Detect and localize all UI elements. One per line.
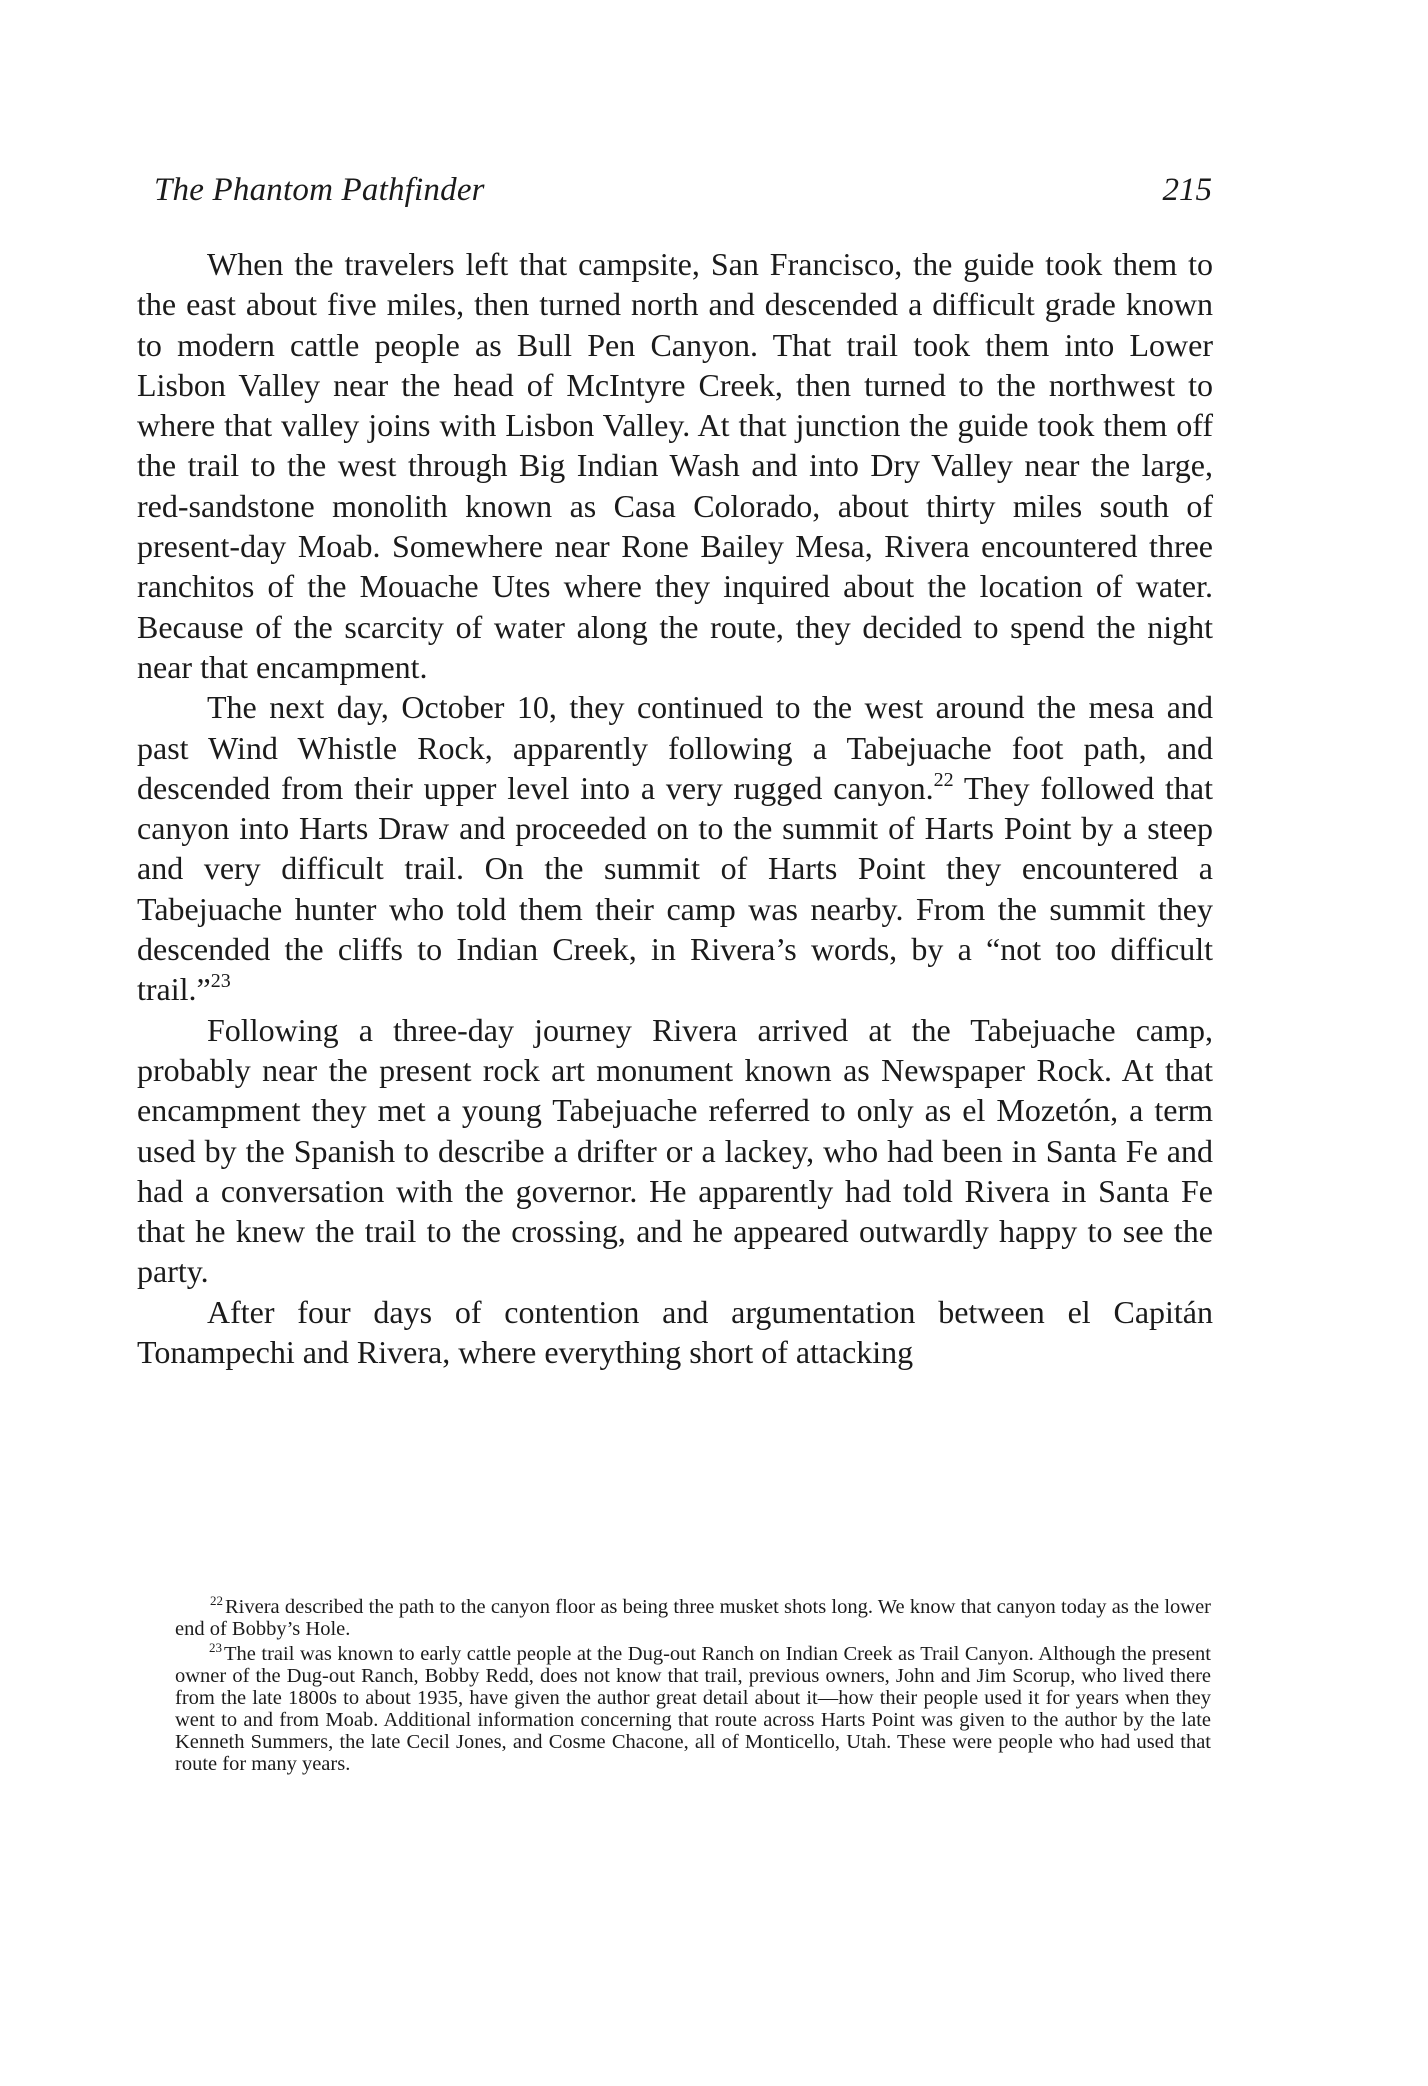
footnote-text: The trail was known to early cattle people at the Dug-out Ranch on Indian Creek as Trail Canyon. Although the present owner of the Dug-out Ranch, Bobby Redd, does not know that trail, previous owners, John and Jim Scorup, who lived there from the late 1800s to about 1935, have given the author great detail about it—how their people used it for years when they went to and from Moab. Additional information concerning that route across Harts Point was given to the author by the late Kenneth Summers, the late Cecil Jones, and Cosme Chacone, all of Monticello, Utah. These were people who had used that route for many years. bbox=[175, 1643, 1211, 1775]
footnote-ref-23: 23 bbox=[210, 970, 231, 993]
footnote-text: Rivera described the path to the canyon floor as being three musket shots long. We know that canyon today as the lower end of Bobby’s Hole. bbox=[175, 1596, 1211, 1640]
paragraph-3: Following a three-day journey Rivera arrived at the Tabejuache camp, probably near the present rock art monument known as Newspaper Rock. At that encampment they met a young Tabejuache referred to only as el Mozetón, a term used by the Spanish to describe a drifter or a lackey, who had been in Santa Fe and had a conversation with the governor. He apparently had told Rivera in Santa Fe that he knew the trail to the crossing, and he appeared outwardly happy to see the party. bbox=[137, 1011, 1213, 1290]
running-head bbox=[154, 170, 1212, 214]
footnote-23 bbox=[175, 1640, 1211, 1775]
paragraph-2-part-a: The next day, October 10, they continued to the west around the mesa and past Wind Whistle Rock, apparently following a Tabejuache foot path, and descended from their upper level into a very rugged canyon. bbox=[137, 689, 1213, 806]
footnotes bbox=[175, 1593, 1211, 1778]
footnote-number: 22 bbox=[210, 1593, 223, 1608]
body-text bbox=[137, 244, 1213, 1372]
footnote-number: 23 bbox=[209, 1640, 222, 1655]
footnote-ref-22: 22 bbox=[933, 768, 954, 791]
footnote-22 bbox=[175, 1593, 1211, 1640]
paragraph-4: After four days of contention and argumentation between el Capitán Tonampechi and Rivera, where everything short of attacking bbox=[137, 1293, 1213, 1371]
running-title: The Phantom Pathfinder bbox=[154, 172, 485, 208]
paragraph-1: When the travelers left that campsite, San Francisco, the guide took them to the east about five miles, then turned north and descended a difficult grade known to modern cattle people as Bull Pen Canyon. That trail took them into Lower Lisbon Valley near the head of McIntyre Creek, then turned to the northwest to where that valley joins with Lisbon Valley. At that junction the guide took them off the trail to the west through Big Indian Wash and into Dry Valley near the large, red-sandstone monolith known as Casa Colorado, about thirty miles south of present-day Moab. Somewhere near Rone Bailey Mesa, Rivera encountered three ranchitos of the Mouache Utes where they inquired about the location of water. Because of the scarcity of water along the route, they decided to spend the night near that encampment. bbox=[137, 246, 1213, 685]
paragraph-2 bbox=[137, 687, 1213, 1009]
paragraph-2-part-b: They followed that canyon into Harts Draw and proceeded on to the summit of Harts Point by a steep and very difficult trail. On the summit of Harts Point they encountered a Tabejuache hunter who told them their camp was nearby. From the summit they descended the cliffs to Indian Creek, in Rivera’s words, by a “not too difficult trail.” bbox=[137, 769, 1214, 1008]
page-number: 215 bbox=[1162, 172, 1212, 208]
